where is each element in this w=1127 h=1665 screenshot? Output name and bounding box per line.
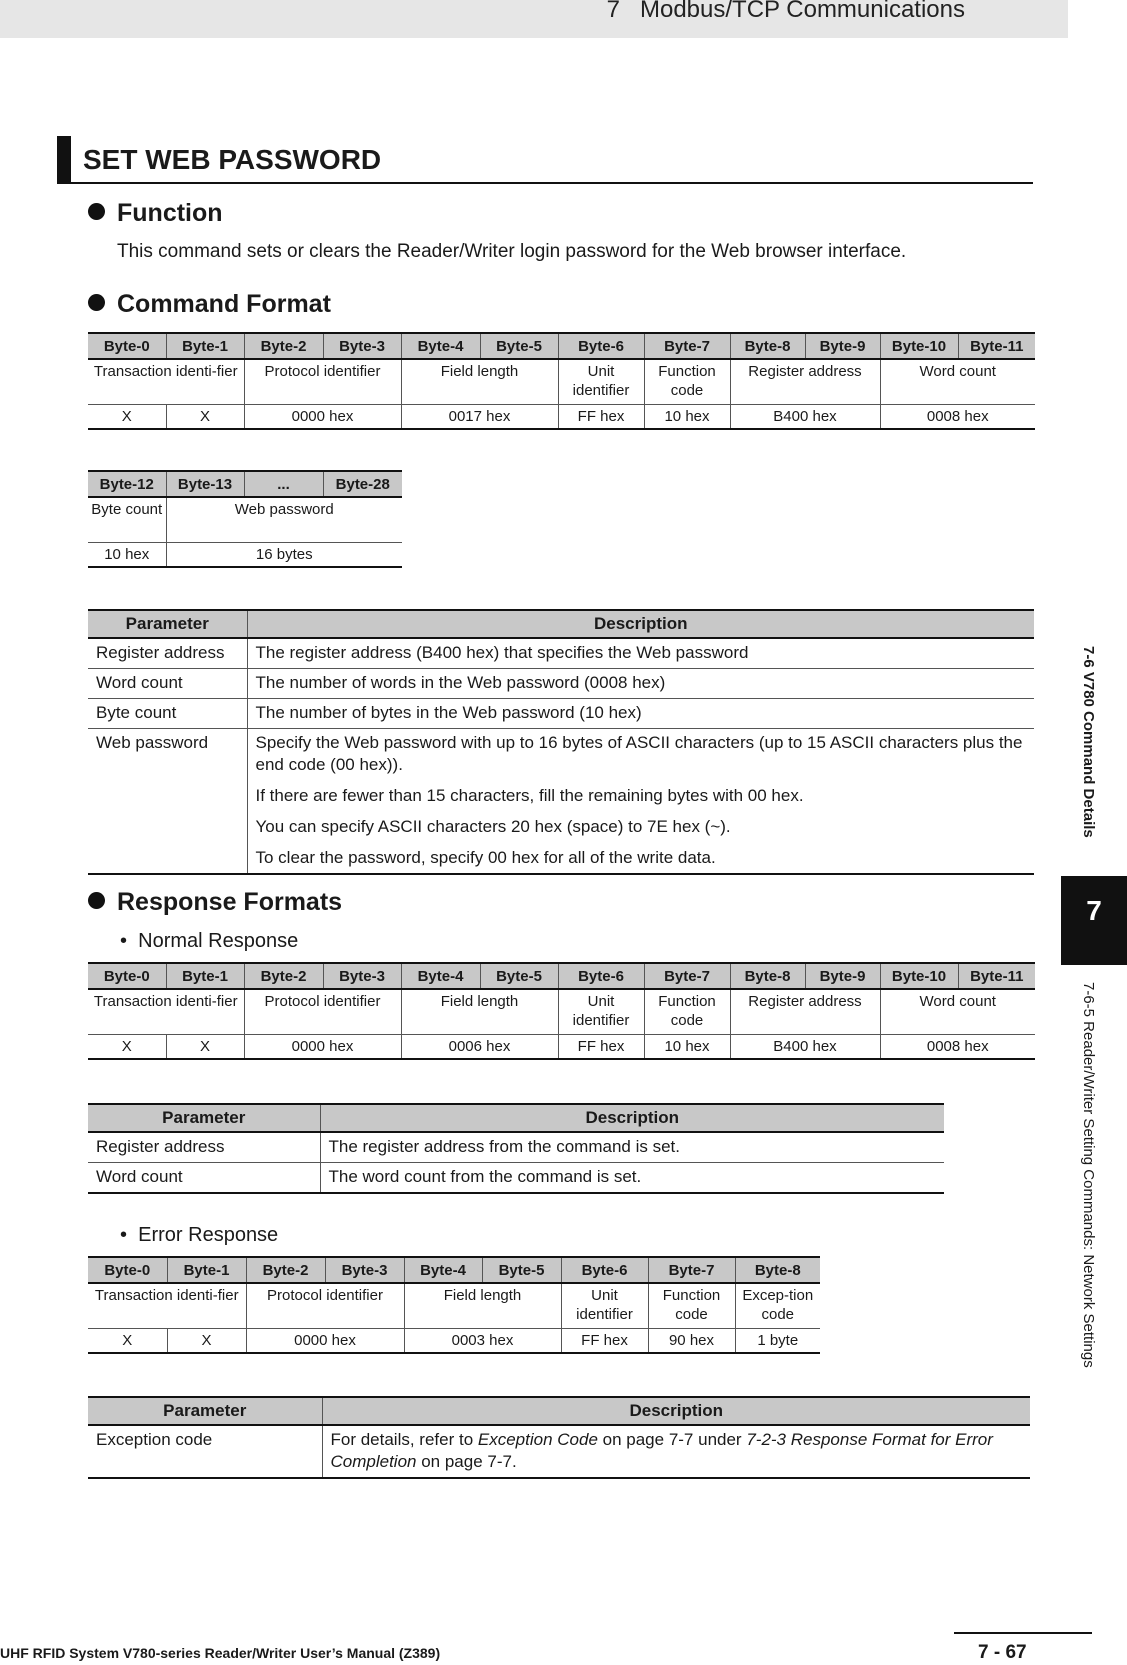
field-description: Protocol identifier [244,359,401,405]
field-value: 0008 hex [880,405,1035,430]
table-row [88,1163,944,1194]
field-description: Field length [401,989,558,1035]
field-value: 0000 hex [246,1329,404,1354]
bullet-dot-icon [88,294,105,311]
byte-header: Byte-7 [648,1257,735,1283]
section-title-bar [57,136,71,182]
field-value: X [167,1329,246,1354]
byte-header: Byte-10 [880,963,958,989]
parameter-description: For details, refer to Exception Code on page 7-7 under 7-2-3 Response Format for Error Completion on page 7-7. [322,1425,1030,1478]
byte-header: Byte-0 [88,1257,167,1283]
description-paragraph: If there are fewer than 15 characters, fill the remaining bytes with 00 hex. [255,786,804,805]
field-value: 16 bytes [166,543,402,568]
byte-header: ... [244,471,323,497]
byte-header: Byte-9 [805,333,880,359]
table-row [88,1132,944,1163]
byte-header: Byte-2 [244,963,323,989]
byte-header: Byte-0 [88,963,166,989]
field-value: X [166,405,244,430]
byte-header: Byte-1 [166,333,244,359]
footer-rule [954,1632,1092,1634]
byte-header: Byte-9 [805,963,880,989]
byte-header: Byte-1 [166,963,244,989]
byte-header: Byte-8 [730,333,805,359]
table-row [88,729,1034,875]
byte-header: Byte-4 [401,963,480,989]
table-row [88,1425,1030,1478]
byte-header: Byte-0 [88,333,166,359]
byte-header: Byte-11 [958,333,1035,359]
parameter-name: Byte count [88,699,247,729]
field-description: Web password [166,497,402,543]
byte-header: Byte-7 [644,333,730,359]
field-description: Field length [404,1283,561,1329]
byte-header: Byte-6 [558,333,644,359]
byte-header: Byte-28 [323,471,402,497]
byte-header: Byte-7 [644,963,730,989]
byte-header: Byte-2 [246,1257,325,1283]
parameter-name: Web password [88,729,247,875]
parameter-name: Word count [88,1163,320,1194]
table-row [88,669,1034,699]
parameter-name: Word count [88,669,247,699]
field-value: 0000 hex [244,405,401,430]
parameter-description [247,729,1034,875]
field-value: B400 hex [730,1035,880,1060]
field-description: Function code [644,989,730,1035]
byte-header: Byte-5 [482,1257,561,1283]
field-value: X [88,405,166,430]
field-description: Byte count [88,497,166,543]
byte-header: Byte-6 [561,1257,648,1283]
description-paragraph: To clear the password, specify 00 hex for all of the write data. [255,848,716,867]
sidebar-section-label: 7-6 V780 Command Details [1080,646,1097,838]
byte-header: Byte-3 [323,333,401,359]
table-row [88,699,1034,729]
page-number: 7 - 67 [978,1642,1027,1663]
description-paragraph: You can specify ASCII characters 20 hex (space) to 7E hex (~). [255,817,731,836]
byte-header: Byte-3 [323,963,401,989]
byte-header: Byte-13 [166,471,244,497]
parameter-description: The register address (B400 hex) that specifies the Web password [247,638,1034,669]
description-paragraph: Specify the Web password with up to 16 bytes of ASCII characters (up to 15 ASCII characters plus the end code (00 hex)). [255,733,1023,774]
section-title-text: SET WEB PASSWORD [83,144,382,175]
field-description: Protocol identifier [244,989,401,1035]
field-description: Unit identifier [561,1283,648,1329]
parameter-description: The word count from the command is set. [320,1163,944,1194]
byte-header: Byte-11 [958,963,1035,989]
section-title [57,136,1033,184]
byte-header: Byte-4 [404,1257,482,1283]
byte-header: Byte-2 [244,333,323,359]
cross-reference: Exception Code [477,1430,598,1449]
field-value: FF hex [558,1035,644,1060]
field-value: B400 hex [730,405,880,430]
parameter-description: The register address from the command is set. [320,1132,944,1163]
field-value: 10 hex [644,405,730,430]
field-description: Transaction identi-fier [88,1283,246,1329]
error-response-parameter-table [88,1396,1030,1479]
field-value: X [88,1035,166,1060]
field-description: Register address [730,989,880,1035]
field-description: Transaction identi-fier [88,359,244,405]
field-description: Word count [880,989,1035,1035]
field-value: 0006 hex [401,1035,558,1060]
normal-response-parameter-table [88,1103,944,1194]
page-header [0,0,1068,38]
byte-header: Byte-10 [880,333,958,359]
field-description: Transaction identi-fier [88,989,244,1035]
field-description: Unit identifier [558,989,644,1035]
bullet-dot-icon [88,203,105,220]
parameter-description: The number of words in the Web password (0008 hex) [247,669,1034,699]
sidebar-subsection-label: 7-6-5 Reader/Writer Setting Commands: Network Settings [1080,982,1097,1368]
description-header: Description [247,610,1034,638]
byte-header: Byte-8 [735,1257,820,1283]
command-byte-table-2 [88,470,402,568]
manual-title: UHF RFID System V780-series Reader/Writer User’s Manual (Z389) [0,1645,441,1661]
byte-header: Byte-4 [401,333,480,359]
function-text: This command sets or clears the Reader/Writer login password for the Web browser interface. [117,241,907,262]
chapter-tab: 7 [1061,876,1127,965]
byte-header: Byte-8 [730,963,805,989]
field-value: X [88,1329,167,1354]
parameter-description: The number of bytes in the Web password (10 hex) [247,699,1034,729]
command-byte-table [88,332,1035,430]
table-row [88,638,1034,669]
field-description: Function code [644,359,730,405]
field-value: X [166,1035,244,1060]
byte-header: Byte-5 [480,963,558,989]
command-parameter-table [88,609,1034,875]
parameter-name: Register address [88,1132,320,1163]
byte-header: Byte-12 [88,471,166,497]
normal-response-label: • Normal Response [120,930,299,952]
error-response-label: • Error Response [120,1224,279,1246]
field-value: FF hex [561,1329,648,1354]
field-description: Word count [880,359,1035,405]
field-description: Unit identifier [558,359,644,405]
field-value: 90 hex [648,1329,735,1354]
field-value: FF hex [558,405,644,430]
parameter-name: Exception code [88,1425,322,1478]
parameter-header: Parameter [88,610,247,638]
field-description: Function code [648,1283,735,1329]
chapter-title: 7 Modbus/TCP Communications [606,0,965,23]
cross-reference: 7-2-3 Response Format for Error Completion [330,1430,993,1471]
function-heading: Function [88,199,223,228]
error-response-byte-table [88,1256,820,1354]
normal-response-byte-table [88,962,1035,1060]
field-value: 0017 hex [401,405,558,430]
byte-header: Byte-6 [558,963,644,989]
parameter-name: Register address [88,638,247,669]
command-format-heading: Command Format [88,290,331,319]
parameter-header: Parameter [88,1104,320,1132]
field-value: 1 byte [735,1329,820,1354]
field-value: 10 hex [644,1035,730,1060]
parameter-header: Parameter [88,1397,322,1425]
byte-header: Byte-5 [480,333,558,359]
byte-header: Byte-1 [167,1257,246,1283]
field-description: Excep-tion code [735,1283,820,1329]
byte-header: Byte-3 [325,1257,404,1283]
field-description: Field length [401,359,558,405]
field-value: 10 hex [88,543,166,568]
bullet-dot-icon [88,892,105,909]
response-formats-heading: Response Formats [88,888,342,917]
description-header: Description [322,1397,1030,1425]
field-value: 0003 hex [404,1329,561,1354]
field-description: Register address [730,359,880,405]
field-value: 0000 hex [244,1035,401,1060]
field-value: 0008 hex [880,1035,1035,1060]
field-description: Protocol identifier [246,1283,404,1329]
description-header: Description [320,1104,944,1132]
